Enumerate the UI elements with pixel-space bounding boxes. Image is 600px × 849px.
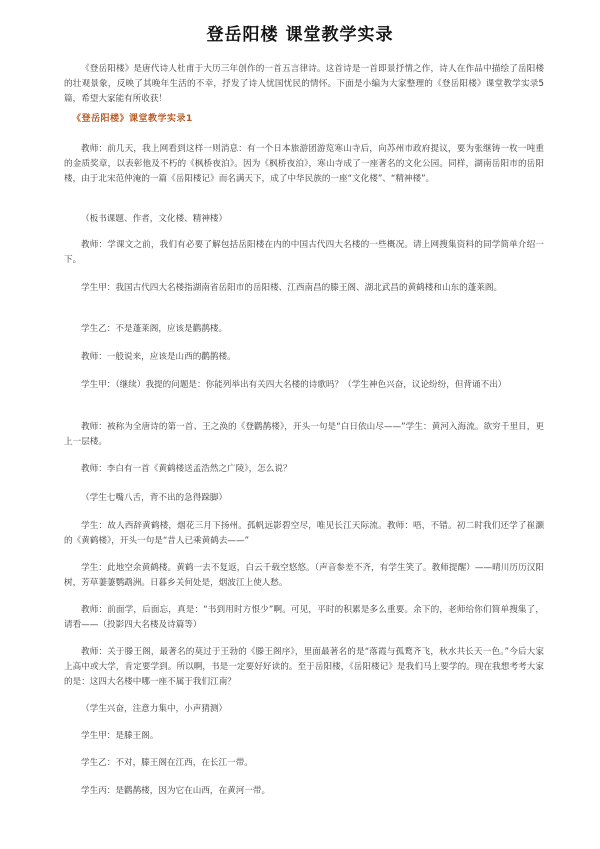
paragraph-6: 教师：一般说来，应该是山西的鹳鹊楼。 [81,352,236,362]
paragraph-14: 教师：关于滕王阁，最著名的莫过于王勃的《滕王阁序》，里面最著名的是“落霞与孤鹜齐飞，秋水共长天一色。”今后大家上高中或大学，肯定要学到。所以啊，书是一定要好好读的。至于岳阳楼，《岳阳楼记》是我们马上要学的。现在我想考考大家的是：这四大名楼中哪一座不属于我们江南？ [64,647,544,687]
paragraph-12: 学生：此地空余黄鹤楼。黄鹤一去不复返，白云千载空悠悠。（声音参差不齐，有学生笑了。教师提醒）——晴川历历汉阳树，芳草萋萋鹦鹉洲。日暮乡关何处是，烟波江上使人愁。 [64,563,544,588]
paragraph-11: 学生：故人西辞黄鹤楼，烟花三月下扬州。孤帆远影碧空尽，唯见长江天际流。教师：唔，不错。初二时我们还学了崔灏的《黄鹤楼》，开头一句是“昔人已乘黄鹤去——” [64,521,544,546]
paragraph-16: 学生甲：是滕王阁。 [81,731,159,741]
paragraph-18: 学生丙：是鹳鹊楼，因为它在山西，在黄河一带。 [81,786,271,796]
section-subtitle: 《登岳阳楼》课堂教学实录1 [72,114,193,124]
paragraph-17: 学生乙：不对，滕王阁在江西，在长江一带。 [81,758,253,768]
paragraph-9: 教师：李白有一首《黄鹤楼送孟浩然之广陵》，怎么说？ [81,464,292,474]
paragraph-7: 学生甲：（继续）我提的问题是：你能列举出有关四大名楼的诗歌吗？（学生神色兴奋，议论纷纷，但背诵不出） [81,380,507,390]
paragraph-3: 教师：学课文之前，我们有必要了解包括岳阳楼在内的中国古代四大名楼的一些概况。请上网搜集资料的同学简单介绍一下。 [64,240,544,265]
paragraph-13: 教师：前面学，后面忘，真是：“书到用时方恨少”啊。可见，平时的积累是多么重要。余下的，老师给你们简单搜集了，请看——（投影四大名楼及诗篇等） [64,605,544,630]
paragraph-1: 教师：前几天，我上网看到这样一则消息：有一个日本旅游团游览寒山寺后，向苏州市政府提议，要为张继铸一枚一吨重的金质奖章，以表彰他及不朽的《枫桥夜泊》。因为《枫桥夜泊》，寒山寺成了一座著名的文化公园。同样，湖南岳阳市的岳阳楼，由于北宋范仲淹的一篇《岳阳楼记》而名满天下，成了中华民族的一座“文化楼”、“精神楼”。 [64,144,544,184]
paragraph-5: 学生乙：不是蓬莱阁，应该是鹳鹊楼。 [81,324,228,334]
paragraph-2: （板书课题、作者，文化楼、精神楼） [81,214,228,224]
page-title: 登岳阳楼 课堂教学实录 [206,25,394,45]
paragraph-8: 教师：被称为全唐诗的第一首、王之涣的《登鹳鹊楼》，开头一句是“白日依山尽——”学生：黄河入海流。欲穷千里目，更上一层楼。 [64,422,544,447]
intro-paragraph: 《登岳阳楼》是唐代诗人杜甫于大历三年创作的一首五言律诗。这首诗是一首即景抒情之作，诗人在作品中描绘了岳阳楼的壮观景象，反映了其晚年生活的不幸，抒发了诗人忧国忧民的情怀。下面是小编为大家整理的《登岳阳楼》课堂教学实录5篇，希望大家能有所收获！ [64,64,544,104]
paragraph-4: 学生甲：我国古代四大名楼指湖南省岳阳市的岳阳楼、江西南昌的滕王阁、湖北武昌的黄鹤楼和山东的蓬莱阁。 [81,283,503,293]
paragraph-15: （学生兴奋，注意力集中，小声猜测） [81,704,228,714]
paragraph-10: （学生七嘴八舌，背不出的急得跺脚） [81,493,228,503]
